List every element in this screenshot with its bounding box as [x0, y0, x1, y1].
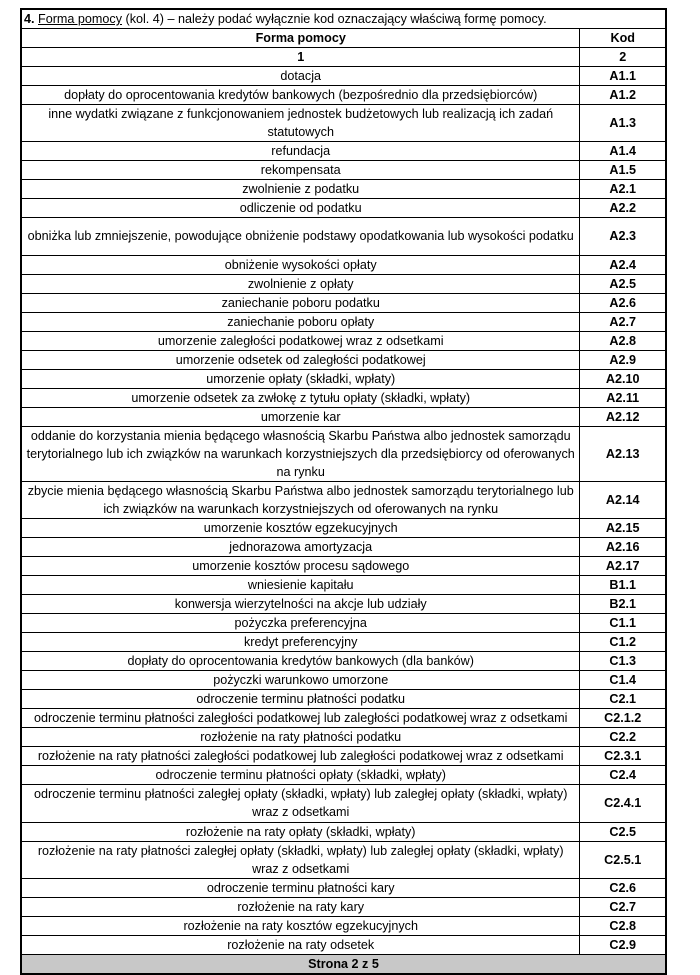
form-of-aid-cell: umorzenie odsetek za zwłokę z tytułu opłaty (składki, wpłaty)	[21, 388, 580, 407]
code-cell: C2.4.1	[580, 785, 666, 822]
form-of-aid-cell: odroczenie terminu płatności zaległości podatkowej lub zaległości podatkowej wraz z odsetkami	[21, 709, 580, 728]
table-row	[21, 312, 666, 331]
table-row	[21, 519, 666, 538]
code-cell: A2.12	[580, 407, 666, 426]
code-cell: C2.7	[580, 897, 666, 916]
code-cell: A2.8	[580, 331, 666, 350]
table-row	[21, 274, 666, 293]
table-row	[21, 576, 666, 595]
form-of-aid-cell: zwolnienie z opłaty	[21, 274, 580, 293]
code-cell: C2.1	[580, 690, 666, 709]
table-row	[21, 255, 666, 274]
aid-form-table	[20, 8, 667, 975]
form-of-aid-cell: umorzenie opłaty (składki, wpłaty)	[21, 369, 580, 388]
form-of-aid-cell: refundacja	[21, 142, 580, 161]
header-code: Kod	[580, 29, 666, 48]
table-row	[21, 161, 666, 180]
form-of-aid-cell: dopłaty do oprocentowania kredytów bankowych (dla banków)	[21, 652, 580, 671]
form-of-aid-cell: odroczenie terminu płatności kary	[21, 878, 580, 897]
table-row	[21, 293, 666, 312]
section-title	[21, 9, 666, 29]
form-of-aid-cell: odroczenie terminu płatności podatku	[21, 690, 580, 709]
table-row	[21, 652, 666, 671]
table-row	[21, 350, 666, 369]
code-cell: C2.5	[580, 822, 666, 841]
code-cell: A2.5	[580, 274, 666, 293]
form-of-aid-cell: zbycie mienia będącego własnością Skarbu Państwa albo jednostek samorządu terytorialnego lub ich związków na warunkach korzystniejszych od oferowanych na rynku	[21, 481, 580, 518]
form-of-aid-cell: rozłożenie na raty kary	[21, 897, 580, 916]
form-of-aid-cell: umorzenie kar	[21, 407, 580, 426]
form-of-aid-cell: wniesienie kapitału	[21, 576, 580, 595]
form-of-aid-cell: odroczenie terminu płatności opłaty (składki, wpłaty)	[21, 766, 580, 785]
table-row	[21, 614, 666, 633]
code-cell: A1.4	[580, 142, 666, 161]
column-number-1: 1	[21, 48, 580, 67]
table-row	[21, 218, 666, 255]
table-row	[21, 595, 666, 614]
code-cell: C2.1.2	[580, 709, 666, 728]
column-number-row	[21, 48, 666, 67]
form-of-aid-cell: rozłożenie na raty opłaty (składki, wpłaty)	[21, 822, 580, 841]
form-of-aid-cell: rozłożenie na raty płatności podatku	[21, 728, 580, 747]
page-number: Strona 2 z 5	[21, 954, 666, 974]
code-cell: A2.14	[580, 481, 666, 518]
code-cell: C1.2	[580, 633, 666, 652]
table-row	[21, 916, 666, 935]
code-cell: A2.4	[580, 255, 666, 274]
header-form-of-aid: Forma pomocy	[21, 29, 580, 48]
code-cell: A2.3	[580, 218, 666, 255]
table-row	[21, 747, 666, 766]
table-row	[21, 766, 666, 785]
section-number: 4.	[24, 12, 35, 26]
form-of-aid-cell: obniżenie wysokości opłaty	[21, 255, 580, 274]
column-number-2: 2	[580, 48, 666, 67]
form-of-aid-cell: rozłożenie na raty kosztów egzekucyjnych	[21, 916, 580, 935]
form-of-aid-cell: jednorazowa amortyzacja	[21, 538, 580, 557]
footer-row	[21, 954, 666, 974]
code-cell: C2.9	[580, 935, 666, 954]
code-cell: C2.5.1	[580, 841, 666, 878]
code-cell: A2.16	[580, 538, 666, 557]
form-of-aid-cell: zwolnienie z podatku	[21, 180, 580, 199]
code-cell: A2.6	[580, 293, 666, 312]
table-row	[21, 897, 666, 916]
form-of-aid-cell: umorzenie kosztów egzekucyjnych	[21, 519, 580, 538]
code-cell: A2.2	[580, 199, 666, 218]
code-cell: C2.4	[580, 766, 666, 785]
header-row	[21, 29, 666, 48]
table-row	[21, 142, 666, 161]
table-row	[21, 105, 666, 142]
code-cell: B1.1	[580, 576, 666, 595]
code-cell: A1.3	[580, 105, 666, 142]
table-row	[21, 935, 666, 954]
code-cell: A2.9	[580, 350, 666, 369]
form-of-aid-cell: pożyczka preferencyjna	[21, 614, 580, 633]
form-of-aid-cell: odliczenie od podatku	[21, 199, 580, 218]
table-body	[21, 9, 666, 974]
table-row	[21, 86, 666, 105]
form-of-aid-cell: zaniechanie poboru podatku	[21, 293, 580, 312]
code-cell: C2.2	[580, 728, 666, 747]
code-cell: A1.5	[580, 161, 666, 180]
form-of-aid-cell: odroczenie terminu płatności zaległej opłaty (składki, wpłaty) lub zaległej opłaty (składki, wpłaty) wraz z odsetkami	[21, 785, 580, 822]
form-of-aid-cell: rozłożenie na raty płatności zaległości podatkowej lub zaległości podatkowej wraz z odsetkami	[21, 747, 580, 766]
code-cell: A1.2	[580, 86, 666, 105]
code-cell: C1.3	[580, 652, 666, 671]
table-row	[21, 331, 666, 350]
form-of-aid-cell: dopłaty do oprocentowania kredytów bankowych (bezpośrednio dla przedsiębiorców)	[21, 86, 580, 105]
code-cell: C2.3.1	[580, 747, 666, 766]
table-row	[21, 180, 666, 199]
form-of-aid-cell: pożyczki warunkowo umorzone	[21, 671, 580, 690]
code-cell: B2.1	[580, 595, 666, 614]
table-row	[21, 633, 666, 652]
table-row	[21, 67, 666, 86]
table-row	[21, 557, 666, 576]
form-of-aid-cell: kredyt preferencyjny	[21, 633, 580, 652]
form-of-aid-cell: obniżka lub zmniejszenie, powodujące obniżenie podstawy opodatkowania lub wysokości podatku	[21, 218, 580, 255]
code-cell: C2.6	[580, 878, 666, 897]
section-title-row	[21, 9, 666, 29]
code-cell: A2.17	[580, 557, 666, 576]
section-title-text: (kol. 4) – należy podać wyłącznie kod oznaczający właściwą formę pomocy.	[122, 12, 547, 26]
code-cell: A2.15	[580, 519, 666, 538]
table-row	[21, 388, 666, 407]
code-cell: A1.1	[580, 67, 666, 86]
form-of-aid-cell: umorzenie kosztów procesu sądowego	[21, 557, 580, 576]
form-of-aid-cell: rozłożenie na raty odsetek	[21, 935, 580, 954]
table-row	[21, 538, 666, 557]
section-title-underlined: Forma pomocy	[38, 12, 122, 26]
code-cell: C1.1	[580, 614, 666, 633]
code-cell: A2.1	[580, 180, 666, 199]
code-cell: C1.4	[580, 671, 666, 690]
form-of-aid-cell: rozłożenie na raty płatności zaległej opłaty (składki, wpłaty) lub zaległej opłaty (składki, wpłaty) wraz z odsetkami	[21, 841, 580, 878]
form-of-aid-cell: dotacja	[21, 67, 580, 86]
table-row	[21, 822, 666, 841]
table-row	[21, 199, 666, 218]
table-row	[21, 728, 666, 747]
code-cell: A2.7	[580, 312, 666, 331]
code-cell: A2.11	[580, 388, 666, 407]
table-row	[21, 369, 666, 388]
table-row	[21, 841, 666, 878]
code-cell: C2.8	[580, 916, 666, 935]
form-of-aid-cell: inne wydatki związane z funkcjonowaniem jednostek budżetowych lub realizacją ich zadań statutowych	[21, 105, 580, 142]
table-row	[21, 785, 666, 822]
form-of-aid-cell: zaniechanie poboru opłaty	[21, 312, 580, 331]
table-row	[21, 407, 666, 426]
form-of-aid-cell: oddanie do korzystania mienia będącego własnością Skarbu Państwa albo jednostek samorządu terytorialnego lub ich związków na warunkach korzystniejszych dla przedsiębiorcy od oferowanych na rynku	[21, 426, 580, 481]
code-cell: A2.10	[580, 369, 666, 388]
form-of-aid-cell: rekompensata	[21, 161, 580, 180]
table-row	[21, 481, 666, 518]
form-of-aid-cell: konwersja wierzytelności na akcje lub udziały	[21, 595, 580, 614]
table-row	[21, 878, 666, 897]
code-cell: A2.13	[580, 426, 666, 481]
table-row	[21, 426, 666, 481]
table-row	[21, 671, 666, 690]
form-of-aid-cell: umorzenie odsetek od zaległości podatkowej	[21, 350, 580, 369]
form-of-aid-cell: umorzenie zaległości podatkowej wraz z odsetkami	[21, 331, 580, 350]
table-row	[21, 709, 666, 728]
table-row	[21, 690, 666, 709]
